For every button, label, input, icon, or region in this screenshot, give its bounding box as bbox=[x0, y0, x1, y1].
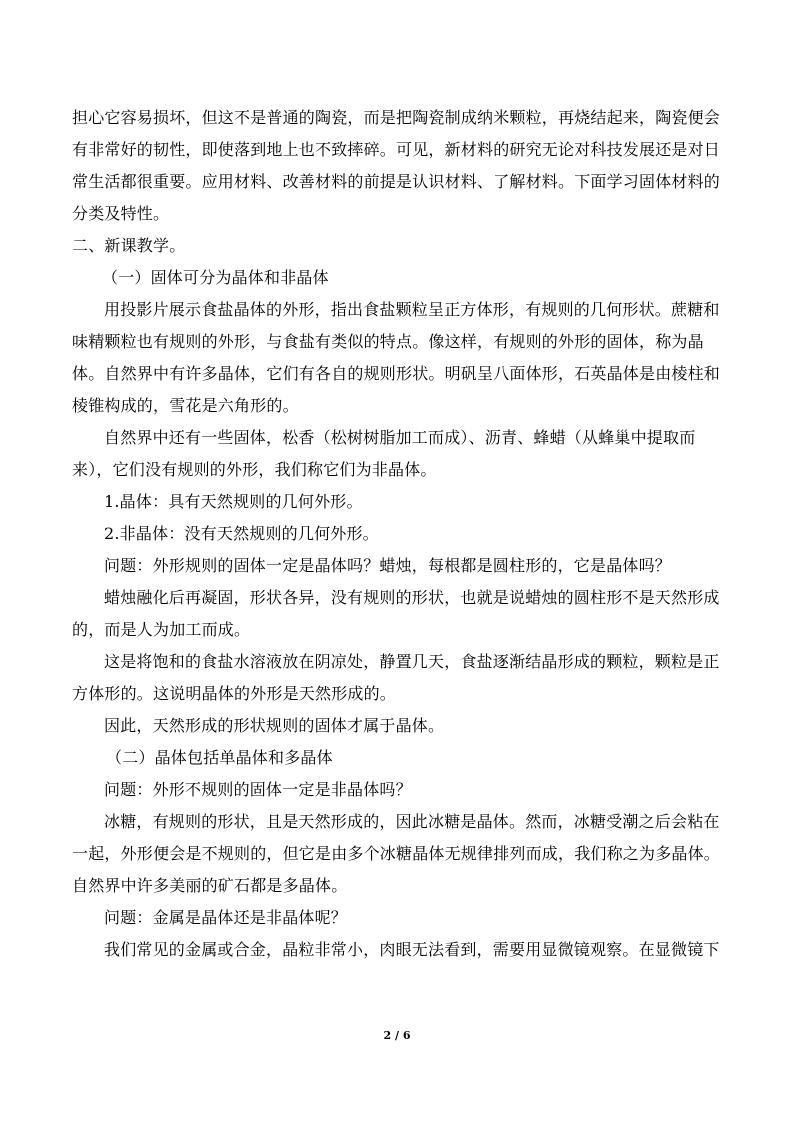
question-line: 问题：外形规则的固体一定是晶体吗？蜡烛，每根都是圆柱形的，它是晶体吗？ bbox=[104, 556, 672, 575]
paragraph-line: 体。自然界中有许多晶体，它们有各自的规则形状。明矾呈八面体形，石英晶体是由棱柱和 bbox=[72, 364, 721, 383]
paragraph-line: 味精颗粒也有规则的外形，与食盐有类似的特点。像这样，有规则的外形的固体，称为晶 bbox=[72, 332, 704, 351]
section-heading: 二、新课教学。 bbox=[72, 236, 186, 255]
paragraph-line: 分类及特性。 bbox=[72, 204, 170, 223]
paragraph-line: 的，而是人为加工而成。 bbox=[72, 620, 251, 639]
subsection-heading: （一）固体可分为晶体和非晶体 bbox=[102, 268, 329, 287]
paragraph-line: 方体形的。这说明晶体的外形是天然形成的。 bbox=[72, 684, 397, 703]
paragraph-line: 自然界中还有一些固体，松香（松树树脂加工而成）、沥青、蜂蜡（从蜂巢中提取而 bbox=[104, 428, 696, 447]
paragraph-line: 自然界中许多美丽的矿石都是多晶体。 bbox=[72, 876, 348, 895]
paragraph-line: 用投影片展示食盐晶体的外形，指出食盐颗粒呈正方体形，有规则的几何形状。蔗糖和 bbox=[104, 300, 720, 319]
paragraph-line: 这是将饱和的食盐水溶液放在阴凉处，静置几天，食盐逐渐结晶形成的颗粒，颗粒是正 bbox=[104, 652, 720, 671]
definition-item: 2.非晶体：没有天然规则的几何外形。 bbox=[104, 524, 379, 543]
paragraph-line: 有非常好的韧性，即使落到地上也不致摔碎。可见，新材料的研究无论对科技发展还是对日 bbox=[72, 140, 721, 159]
paragraph-line: 一起，外形便会是不规则的，但它是由多个冰糖晶体无规律排列而成，我们称之为多晶体。 bbox=[72, 844, 721, 863]
definition-item: 1.晶体：具有天然规则的几何外形。 bbox=[104, 492, 363, 511]
paragraph-line: 棱锥构成的，雪花是六角形的。 bbox=[72, 396, 299, 415]
paragraph-line: 我们常见的金属或合金，晶粒非常小，肉眼无法看到，需要用显微镜观察。在显微镜下 bbox=[104, 940, 720, 959]
paragraph-line: 来），它们没有规则的外形，我们称它们为非晶体。 bbox=[72, 460, 437, 479]
paragraph-line: 常生活都很重要。应用材料、改善材料的前提是认识材料、了解材料。下面学习固体材料的 bbox=[72, 172, 721, 191]
paragraph-line: 担心它容易损坏，但这不是普通的陶瓷，而是把陶瓷制成纳米颗粒，再烧结起来，陶瓷便会 bbox=[72, 108, 721, 127]
question-line: 问题：金属是晶体还是非晶体呢？ bbox=[104, 908, 348, 927]
page-number: 2 / 6 bbox=[383, 1029, 411, 1042]
paragraph-line: 因此，天然形成的形状规则的固体才属于晶体。 bbox=[104, 716, 445, 735]
paragraph-line: 冰糖，有规则的形状，且是天然形成的，因此冰糖是晶体。然而，冰糖受潮之后会粘在 bbox=[104, 812, 720, 831]
subsection-heading: （二）晶体包括单晶体和多晶体 bbox=[106, 748, 333, 767]
paragraph-line: 蜡烛融化后再凝固，形状各异，没有规则的形状，也就是说蜡烛的圆柱形不是天然形成 bbox=[104, 588, 720, 607]
document-body bbox=[72, 102, 722, 966]
question-line: 问题：外形不规则的固体一定是非晶体吗？ bbox=[104, 780, 412, 799]
